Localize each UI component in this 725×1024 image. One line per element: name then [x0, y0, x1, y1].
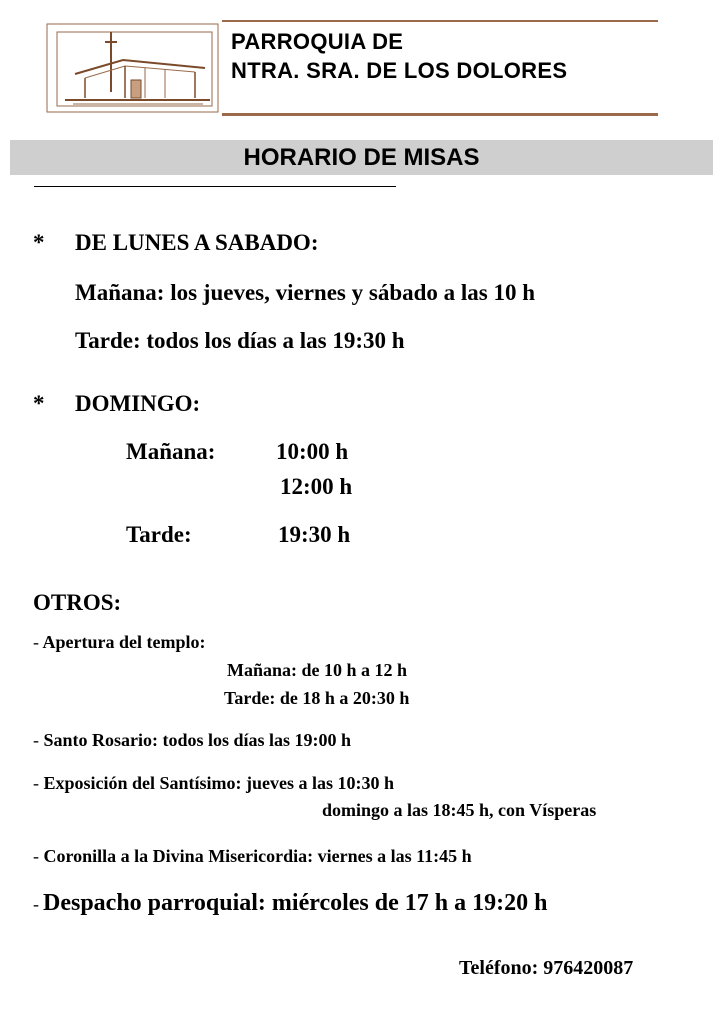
opening-row [33, 632, 205, 653]
chaplet-row [33, 846, 472, 867]
office-row [33, 890, 547, 917]
sunday-evening-time: 19:30 h [278, 522, 351, 547]
weekdays-heading: DE LUNES A SABADO: [75, 230, 319, 255]
office-text: Despacho parroquial: miércoles de 17 h a 19:20 h [43, 890, 548, 916]
sunday-bullet: * [33, 391, 45, 416]
sunday-evening-label: Tarde: [126, 522, 192, 547]
exposition-text-2: domingo a las 18:45 h, con Vísperas [322, 800, 597, 820]
title-underline [34, 186, 396, 187]
exposition-text-1: Exposición del Santísimo: jueves a las 10:30 h [43, 773, 395, 793]
sunday-morning-label: Mañana: [126, 439, 216, 464]
phone-number: Teléfono: 976420087 [459, 957, 634, 979]
exposition-row [33, 773, 394, 794]
sunday-morning-time-2: 12:00 h [280, 474, 353, 499]
opening-label: Apertura del templo: [42, 632, 206, 652]
header-rule-bottom [222, 113, 658, 116]
rosary-row [33, 730, 351, 751]
weekdays-bullet: * [33, 230, 45, 255]
dash: - [33, 773, 39, 793]
parish-name-line1: PARROQUIA DE [231, 29, 404, 54]
chaplet-text: Coronilla a la Divina Misericordia: viernes a las 11:45 h [43, 846, 472, 866]
sunday-heading: DOMINGO: [75, 391, 201, 416]
others-heading: OTROS: [33, 590, 122, 615]
dash: - [33, 846, 39, 866]
opening-morning: Mañana: de 10 h a 12 h [227, 660, 408, 680]
opening-evening: Tarde: de 18 h a 20:30 h [224, 688, 410, 708]
header-rule-top [222, 20, 658, 22]
parish-name-line2: NTRA. SRA. DE LOS DOLORES [231, 58, 568, 83]
page-title: HORARIO DE MISAS [243, 144, 480, 171]
dash: - [33, 632, 39, 652]
weekdays-morning: Mañana: los jueves, viernes y sábado a las 10 h [75, 280, 536, 305]
rosary-text: Santo Rosario: todos los días las 19:00 h [43, 730, 352, 750]
sunday-morning-time-1: 10:00 h [276, 439, 349, 464]
dash: - [33, 730, 39, 750]
weekdays-evening: Tarde: todos los días a las 19:30 h [75, 328, 405, 353]
dash: - [33, 894, 39, 914]
church-building-icon [45, 22, 220, 114]
